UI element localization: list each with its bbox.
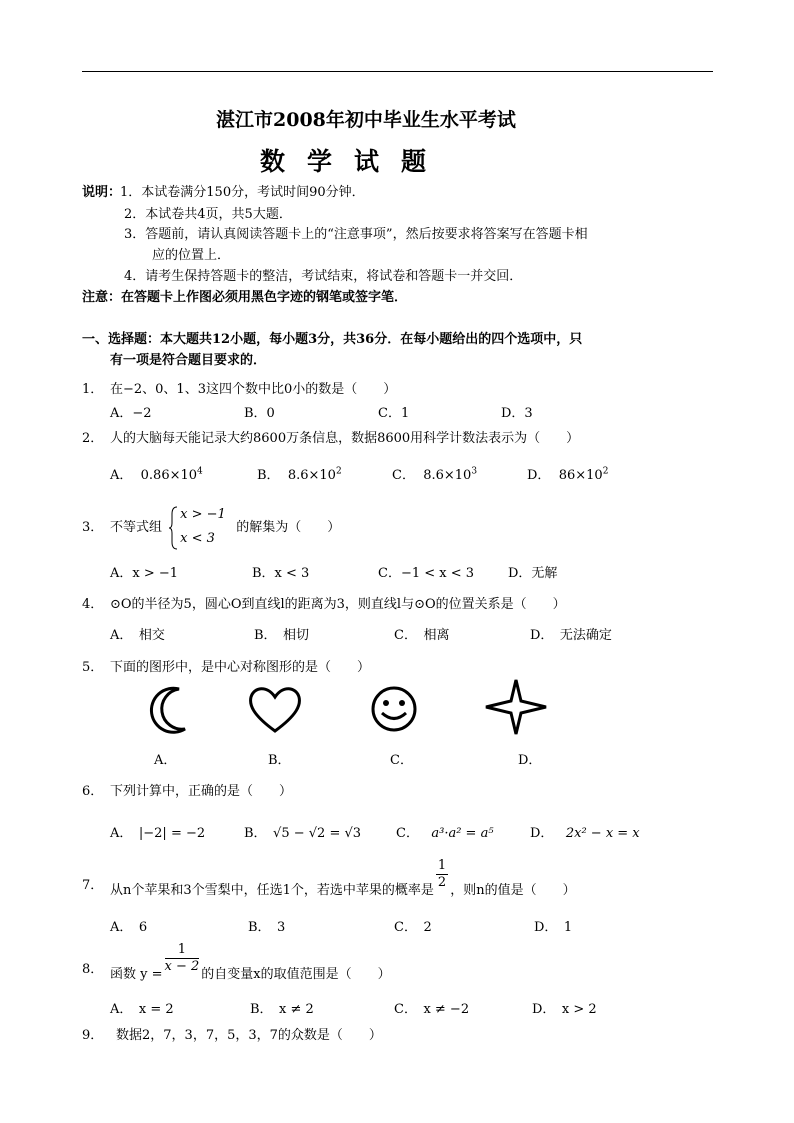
instructions-label: 说明：: [82, 185, 122, 200]
option-d: [527, 464, 608, 483]
option-b: B．0: [244, 406, 275, 421]
option-d: D．3: [501, 406, 533, 421]
option-a: [110, 464, 203, 483]
question-number: 5．: [82, 660, 104, 675]
fraction-numerator: 1: [437, 858, 447, 873]
question-stem: 在−2、0、1、3这四个数中比0小的数是（ ）: [110, 382, 397, 397]
question-stem: [110, 858, 576, 898]
option-expr: a³·a² = a⁵: [431, 826, 494, 841]
option-label: C．: [392, 468, 415, 483]
question-stem: [110, 500, 340, 548]
stem-text: 的解集为（ ）: [236, 520, 341, 535]
option-b: B．: [268, 753, 291, 768]
option-c: C．1: [378, 406, 410, 421]
option-a: A．−2: [110, 406, 152, 421]
option-label: A．: [110, 468, 133, 483]
question-number: 4．: [82, 597, 104, 612]
brace-icon: [168, 506, 178, 550]
option-d: D． 1: [534, 920, 573, 935]
option-b: B． 3: [248, 920, 286, 935]
question-stem: 人的大脑每天能记录大约8600万条信息，数据8600用科学计数法表示为（ ）: [110, 431, 580, 446]
option-a: A． 相交: [110, 628, 165, 643]
option-a: A． 6: [110, 920, 148, 935]
option-label: D．: [530, 826, 554, 841]
heart-icon: [247, 685, 303, 735]
question-number: 3．: [82, 520, 104, 535]
inequality-1: x > −1: [180, 507, 226, 522]
option-label: D．: [527, 468, 551, 483]
option-c: C． 相离: [394, 628, 450, 643]
option-exponent: 2: [335, 466, 342, 477]
option-label: C．: [396, 826, 419, 841]
option-exponent: 3: [471, 466, 478, 477]
option-exponent: 2: [602, 466, 609, 477]
question-stem: [110, 942, 391, 982]
option-c: [396, 822, 494, 841]
instruction-item: 1．本试卷满分150分，考试时间90分钟．: [120, 185, 365, 200]
fraction-denominator: x − 2: [164, 959, 200, 974]
option-d: D．: [518, 753, 542, 768]
question-number: 8．: [82, 962, 104, 977]
option-b: [257, 464, 342, 483]
option-d: D．无解: [508, 566, 558, 581]
stem-text: ，则n的值是（ ）: [450, 883, 576, 898]
option-c: C． 2: [394, 920, 432, 935]
option-d: D． x > 2: [532, 1002, 597, 1017]
section-heading: 一、选择题：本大题共12小题，每小题3分，共36分．在每小题给出的四个选项中，只: [82, 332, 583, 347]
instruction-item: 应的位置上．: [152, 248, 231, 263]
section-heading-cont: 有一项是符合题目要求的．: [110, 353, 267, 368]
option-c: C．−1 < x < 3: [378, 566, 475, 581]
instruction-item: 4．请考生保持答题卡的整洁，考试结束，将试卷和答题卡一并交回．: [124, 269, 523, 284]
stem-text: 从n个苹果和3个雪梨中，任选1个，若选中苹果的概率是: [110, 883, 434, 898]
exam-title: 湛江市2008年初中毕业生水平考试: [216, 109, 516, 131]
stem-text: 函数 y =: [110, 967, 163, 982]
option-b: B． √5 − √2 = √3: [244, 826, 362, 841]
question-stem: 下面的图形中，是中心对称图形的是（ ）: [110, 660, 371, 675]
stem-text: 不等式组: [110, 520, 163, 535]
fraction: [165, 942, 200, 975]
instruction-note: 注意：在答题卡上作图必须用黑色字迹的钢笔或签字笔．: [82, 290, 408, 305]
fraction-numerator: 1: [165, 942, 200, 959]
smiley-face-icon: [366, 684, 422, 734]
option-exponent: 4: [197, 466, 203, 477]
question-number: 2．: [82, 431, 104, 446]
inequality-2: x < 3: [180, 531, 215, 546]
question-stem: 数据2，7，3，7，5，3，7的众数是（ ）: [116, 1028, 382, 1043]
option-b: B． 相切: [254, 628, 310, 643]
option-c: C． x ≠ −2: [394, 1002, 470, 1017]
option-expr: 8.6×10: [423, 468, 472, 483]
option-a: A． |−2| = −2: [110, 826, 206, 841]
top-rule: [82, 71, 713, 72]
exam-subtitle: 数学试题: [260, 147, 449, 176]
four-point-star-icon: [482, 678, 550, 736]
option-c: C．: [390, 753, 413, 768]
option-b: B．x < 3: [252, 566, 310, 581]
question-number: 7．: [82, 878, 104, 893]
fraction: [436, 858, 448, 891]
question-number: 1．: [82, 382, 104, 397]
option-expr: 86×10: [558, 468, 603, 483]
option-a: A． x = 2: [110, 1002, 174, 1017]
option-d: [530, 822, 640, 841]
inequality-system: [168, 506, 226, 550]
option-label: B．: [257, 468, 280, 483]
option-a: A．: [154, 753, 177, 768]
option-d: D． 无法确定: [530, 628, 612, 643]
question-stem: ⊙O的半径为5，圆心O到直线l的距离为3，则直线l与⊙O的位置关系是（ ）: [110, 597, 566, 612]
question-number: 9．: [82, 1028, 104, 1043]
stem-text: 的自变量x的取值范围是（ ）: [201, 967, 391, 982]
fraction-denominator: 2: [437, 875, 447, 890]
instruction-item: 3．答题前，请认真阅读答题卡上的“注意事项”，然后按要求将答案写在答题卡相: [124, 227, 588, 242]
option-expr: 8.6×10: [287, 468, 336, 483]
instruction-item: 2．本试卷共4页，共5大题．: [124, 207, 292, 222]
option-c: [392, 464, 477, 483]
option-a: A．x > −1: [110, 566, 179, 581]
option-expr: 0.86×10: [140, 468, 198, 483]
option-b: B． x ≠ 2: [250, 1002, 314, 1017]
question-stem: 下列计算中，正确的是（ ）: [110, 784, 293, 799]
option-expr: 2x² − x = x: [565, 826, 640, 841]
question-number: 6．: [82, 784, 104, 799]
crescent-moon-icon: [139, 685, 195, 735]
